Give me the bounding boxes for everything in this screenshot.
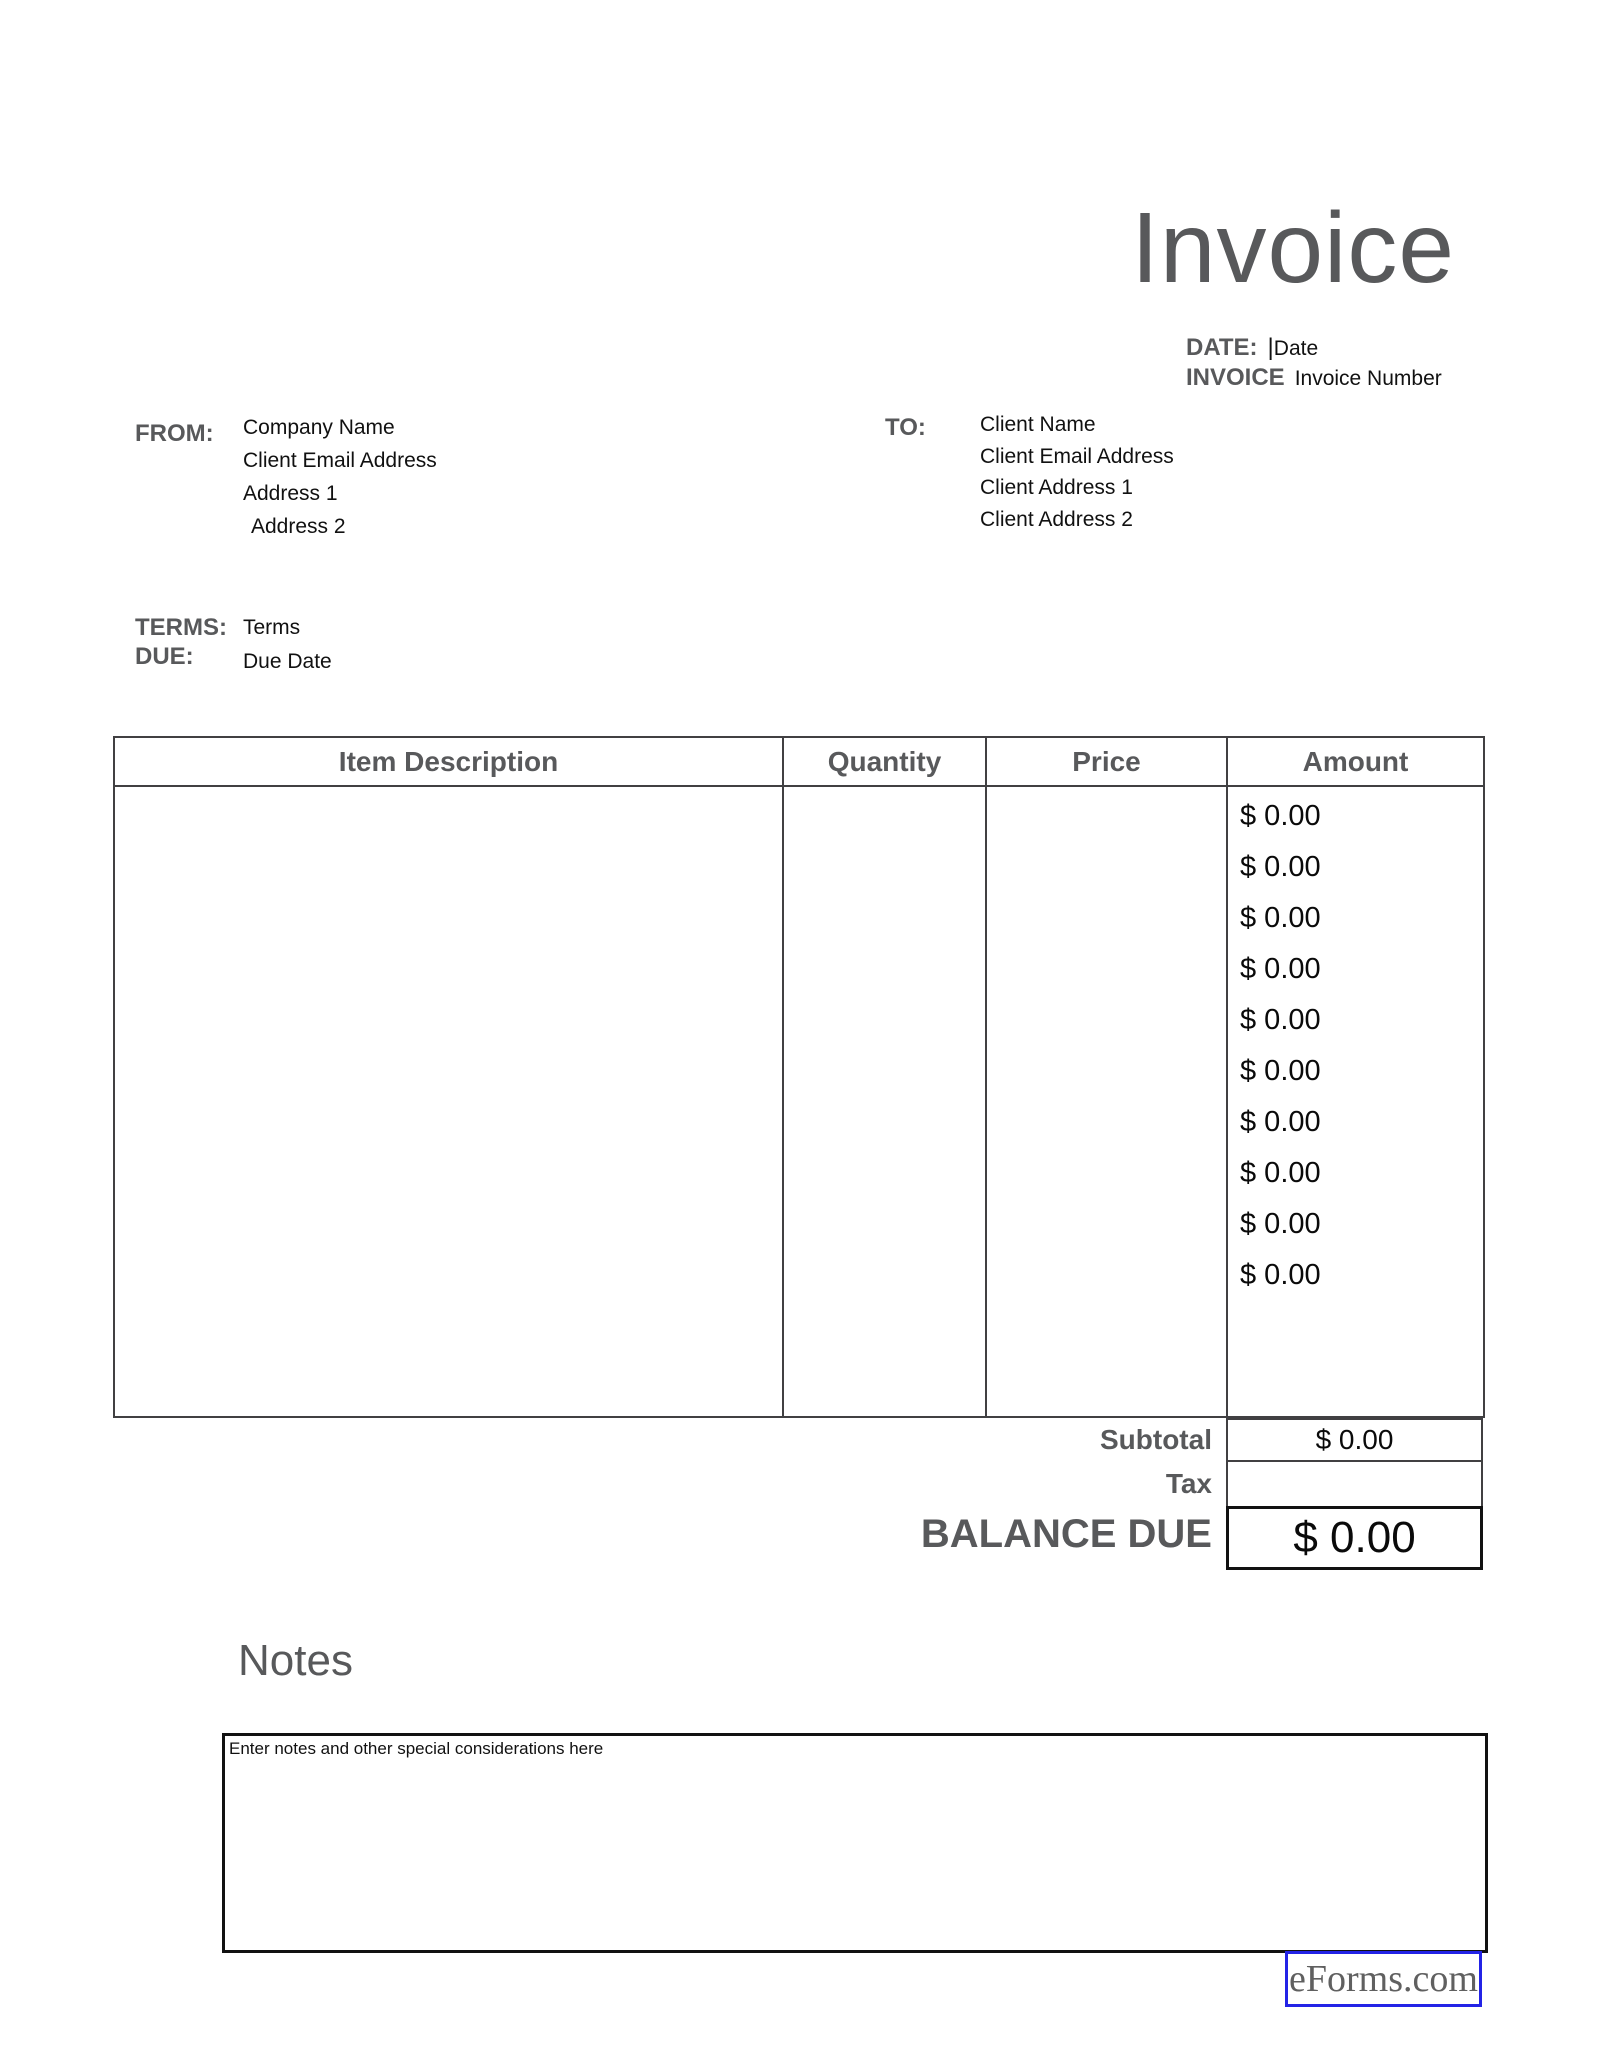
date-field-value[interactable]: Date: [1273, 337, 1319, 360]
to-address1-field[interactable]: Client Address 1: [980, 476, 1133, 499]
tax-value-box[interactable]: [1226, 1460, 1483, 1508]
invoice-number-label: INVOICE: [1186, 364, 1285, 391]
due-label: DUE:: [135, 643, 194, 670]
amount-cell[interactable]: $ 0.00: [1240, 800, 1321, 832]
page-title: Invoice: [1131, 192, 1455, 304]
to-label: TO:: [885, 414, 926, 441]
eforms-logo-text: eForms.com: [1289, 1958, 1478, 2000]
amount-cell[interactable]: $ 0.00: [1240, 1055, 1321, 1087]
date-field[interactable]: [1268, 334, 1319, 362]
eforms-logo-link[interactable]: [1285, 1951, 1482, 2007]
amount-cell[interactable]: $ 0.00: [1240, 1208, 1321, 1240]
to-client-name-field[interactable]: Client Name: [980, 413, 1096, 436]
table-header-divider: [113, 785, 1485, 787]
from-address1-field[interactable]: Address 1: [243, 482, 338, 505]
notes-textarea[interactable]: [222, 1733, 1488, 1953]
date-row: [1186, 334, 1318, 362]
amount-cell[interactable]: $ 0.00: [1240, 1106, 1321, 1138]
to-address-block: [980, 413, 1174, 539]
due-date-field[interactable]: Due Date: [243, 650, 332, 673]
column-header-quantity: Quantity: [827, 746, 942, 777]
amount-cell[interactable]: $ 0.00: [1240, 953, 1321, 985]
column-header-item-description: Item Description: [338, 746, 559, 777]
text-cursor: |: [1267, 334, 1274, 361]
tax-label: Tax: [1165, 1468, 1212, 1499]
from-address-block: [243, 416, 437, 548]
amount-cell[interactable]: $ 0.00: [1240, 1004, 1321, 1036]
subtotal-value-box[interactable]: $ 0.00: [1226, 1418, 1483, 1462]
to-email-field[interactable]: Client Email Address: [980, 444, 1174, 468]
amount-cell[interactable]: $ 0.00: [1240, 851, 1321, 883]
table-column-divider: [985, 736, 987, 1418]
amount-cell[interactable]: $ 0.00: [1240, 1157, 1321, 1189]
date-label: DATE:: [1186, 334, 1258, 361]
invoice-number-row: [1186, 364, 1442, 392]
column-header-amount: Amount: [1302, 746, 1409, 777]
balance-due-label: BALANCE DUE: [920, 1512, 1212, 1556]
from-email-field[interactable]: Client Email Address: [243, 449, 437, 472]
amount-column-cells: [1240, 791, 1470, 1301]
notes-placeholder-text: Enter notes and other special considerations here: [229, 1739, 604, 1758]
table-column-divider: [1226, 736, 1228, 1418]
to-address2-field[interactable]: Client Address 2: [980, 507, 1133, 531]
from-address2-field[interactable]: Address 2: [251, 515, 346, 538]
notes-heading: Notes: [238, 1636, 353, 1685]
terms-label: TERMS:: [135, 614, 227, 641]
terms-field[interactable]: Terms: [243, 616, 301, 639]
invoice-number-field[interactable]: Invoice Number: [1294, 367, 1442, 390]
subtotal-label: Subtotal: [1100, 1424, 1212, 1455]
column-header-price: Price: [1072, 746, 1141, 777]
table-column-divider: [782, 736, 784, 1418]
balance-due-value-box[interactable]: $ 0.00: [1226, 1506, 1483, 1570]
from-company-name-field[interactable]: Company Name: [243, 416, 395, 439]
from-label: FROM:: [135, 420, 214, 447]
amount-cell[interactable]: $ 0.00: [1240, 902, 1321, 934]
amount-cell[interactable]: $ 0.00: [1240, 1259, 1321, 1291]
